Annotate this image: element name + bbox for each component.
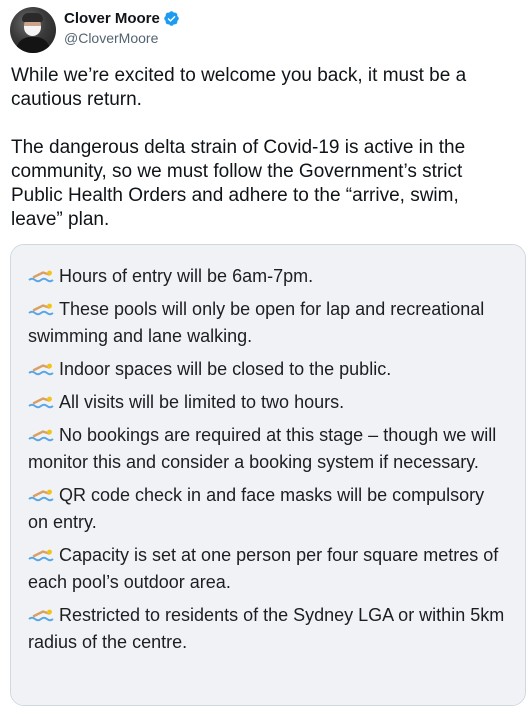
swimmer-icon <box>28 608 54 622</box>
swimmer-icon <box>28 395 54 409</box>
verified-badge-icon <box>163 10 180 27</box>
rules-list <box>11 245 525 705</box>
author-handle[interactable]: @CloverMoore <box>64 30 159 46</box>
author-names <box>64 8 180 46</box>
list-item: Hours of entry will be 6am-7pm. <box>28 263 509 290</box>
tweet-header <box>10 5 180 53</box>
list-item: Indoor spaces will be closed to the public. <box>28 356 509 383</box>
list-item: QR code check in and face masks will be compulsory on entry. <box>28 485 485 532</box>
list-item: Capacity is set at one person per four square metres of each pool’s outdoor area. <box>28 545 499 592</box>
tweet-paragraph: While we’re excited to welcome you back, it must be a cautious return. <box>11 65 467 110</box>
avatar[interactable] <box>10 7 56 53</box>
swimmer-icon <box>28 488 54 502</box>
swimmer-icon <box>28 548 54 562</box>
list-item: All visits will be limited to two hours. <box>28 389 509 416</box>
list-item: No bookings are required at this stage – though we will monitor this and consider a booking system if necessary. <box>28 425 497 472</box>
list-item: Restricted to residents of the Sydney LGA or within 5km radius of the centre. <box>28 605 505 652</box>
swimmer-icon <box>28 362 54 376</box>
tweet-text <box>11 64 511 232</box>
list-item: These pools will only be open for lap and recreational swimming and lane walking. <box>28 299 485 346</box>
swimmer-icon <box>28 302 54 316</box>
tweet-paragraph: The dangerous delta strain of Covid-19 is active in the community, so we must follow the Government’s strict Public Health Orders and adhere to the “arrive, swim, leave” plan. <box>11 137 466 230</box>
swimmer-icon <box>28 428 54 442</box>
attached-image[interactable] <box>10 244 526 706</box>
display-name-row <box>64 8 180 29</box>
author-display-name[interactable]: Clover Moore <box>64 10 160 27</box>
swimmer-icon <box>28 269 54 283</box>
